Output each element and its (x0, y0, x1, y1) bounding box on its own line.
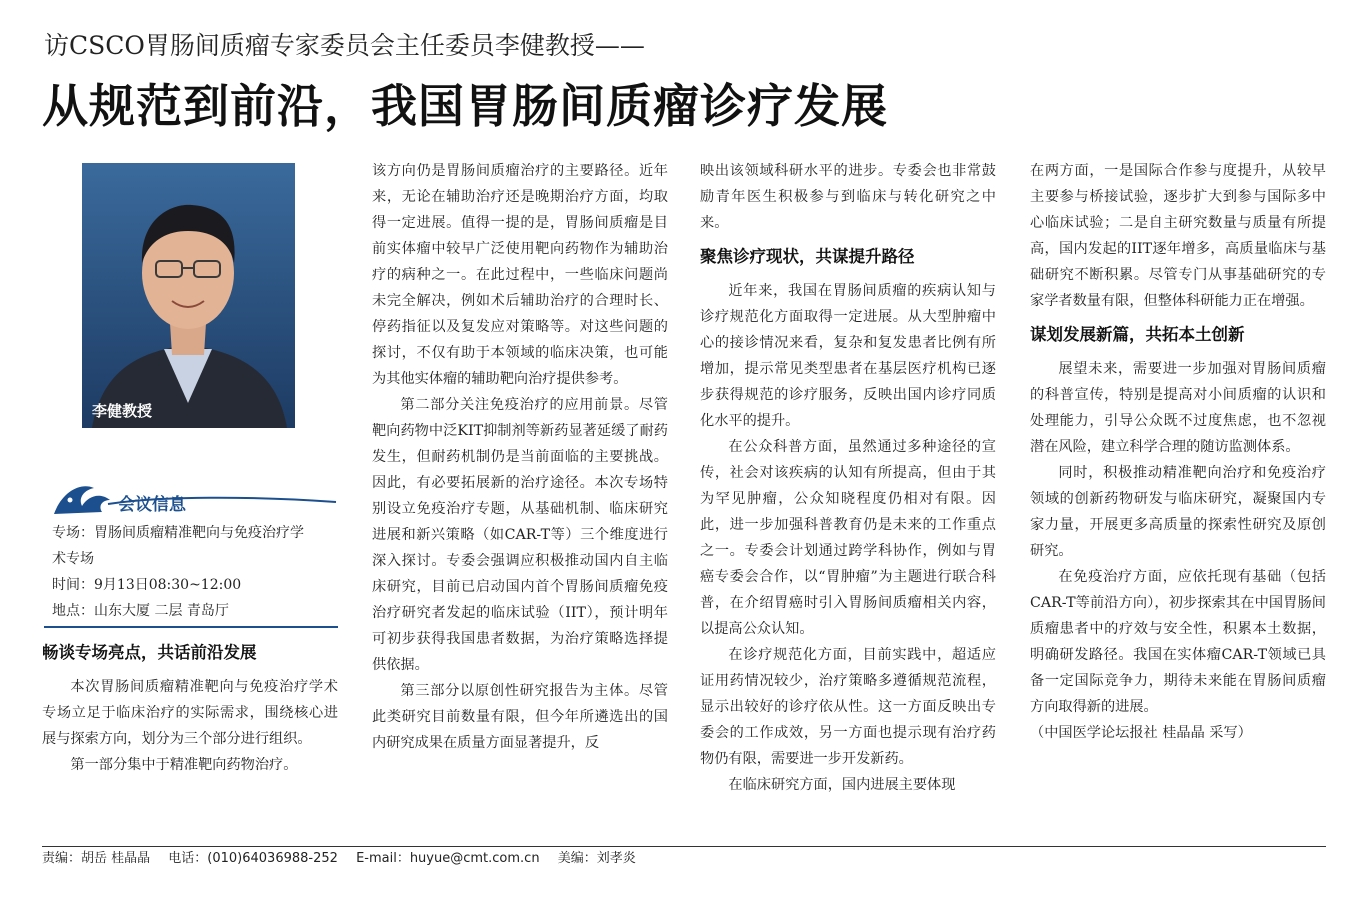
meeting-info-title: 会议信息 (118, 495, 186, 515)
headline-kicker: 访CSCO胃肠间质瘤专家委员会主任委员李健教授—— (44, 31, 645, 60)
paragraph: 在诊疗规范化方面，目前实践中，超适应证用药情况较少，治疗策略多遵循规范流程，显示出较好的诊疗依从性。这一方面反映出专委会的工作成效，另一方面也提示现有治疗药物仍有限，需要进一步开发新药。 (700, 647, 996, 767)
wave-logo-icon (50, 474, 340, 522)
paragraph: 在公众科普方面，虽然通过多种途径的宣传，社会对该疾病的认知有所提高，但由于其为罕见肿瘤，公众知晓程度仍相对有限。因此，进一步加强科普教育仍是未来的工作重点之一。专委会计划通过跨学科协作，例如与胃癌专委会合作，以“胃肿瘤”为主题进行联合科普，在介绍胃癌时引入胃肠间质瘤相关内容，以提高公众认知。 (700, 439, 996, 637)
article-column-2 (372, 158, 668, 756)
section-heading: 畅谈专场亮点，共话前沿发展 (42, 643, 257, 662)
footer-divider (42, 846, 1326, 847)
meeting-info-line: 地点：山东大厦 二层 青岛厅 (52, 603, 229, 619)
footer-phone: 电话：(010)64036988-252 (168, 851, 338, 866)
portrait-illustration (82, 163, 295, 428)
photo-caption: 李健教授 (92, 402, 153, 420)
article-column-4 (1030, 158, 1326, 746)
article-column-3 (700, 158, 996, 798)
paragraph: 映出该领域科研水平的进步。专委会也非常鼓励青年医生积极参与到临床与转化研究之中来。 (700, 163, 996, 231)
section-heading: 聚焦诊疗现状，共谋提升路径 (700, 247, 915, 266)
byline: （中国医学论坛报社 桂晶晶 采写） (1030, 725, 1252, 741)
meeting-info-line: 术专场 (52, 551, 94, 567)
footer-editors: 责编：胡岳 桂晶晶 (42, 851, 151, 866)
footer-art-editor: 美编：刘孝炎 (557, 851, 636, 866)
paragraph: 本次胃肠间质瘤精准靶向与免疫治疗学术专场立足于临床治疗的实际需求，围绕核心进展与探索方向，划分为三个部分进行组织。 (42, 679, 338, 747)
paragraph: 第一部分集中于精准靶向药物治疗。 (70, 757, 298, 773)
section-heading: 谋划发展新篇，共拓本土创新 (1030, 325, 1245, 344)
paragraph: 该方向仍是胃肠间质瘤治疗的主要路径。近年来，无论在辅助治疗还是晚期治疗方面，均取得一定进展。值得一提的是，胃肠间质瘤是目前实体瘤中较早广泛使用靶向药物作为辅助治疗的病种之一。在此过程中，一些临床问题尚未完全解决，例如术后辅助治疗的合理时长、停药指征以及复发应对策略等。对这些问题的探讨，不仅有助于本领域的临床决策，也可能为其他实体瘤的辅助靶向治疗提供参考。 (372, 163, 668, 387)
divider (44, 626, 338, 628)
paragraph: 在两方面，一是国际合作参与度提升，从较早主要参与桥接试验，逐步扩大到参与国际多中心临床试验；二是自主研究数量与质量有所提高，国内发起的IIT逐年增多，高质量临床与基础研究不断积累。尽管专门从事基础研究的专家学者数量有限，但整体科研能力正在增强。 (1030, 163, 1326, 309)
paragraph: 第三部分以原创性研究报告为主体。尽管此类研究目前数量有限，但今年所遴选出的国内研究成果在质量方面显著提升，反 (372, 683, 668, 751)
headline: 从规范到前沿，我国胃肠间质瘤诊疗发展 (42, 79, 888, 133)
meeting-info-line: 时间：9月13日08:30~12:00 (52, 577, 242, 593)
paragraph: 近年来，我国在胃肠间质瘤的疾病认知与诊疗规范化方面取得一定进展。从大型肿瘤中心的接诊情况来看，复杂和复发患者比例有所增加，提示常见类型患者在基层医疗机构已逐步获得规范的诊疗服务，反映出国内诊疗同质化水平的提升。 (700, 283, 996, 429)
footer (42, 850, 650, 868)
paragraph: 展望未来，需要进一步加强对胃肠间质瘤的科普宣传，特别是提高对小间质瘤的认识和处理能力，引导公众既不过度焦虑，也不忽视潜在风险，建立科学合理的随访监测体系。 (1030, 361, 1326, 455)
meeting-info-lines (52, 520, 342, 624)
paragraph: 第二部分关注免疫治疗的应用前景。尽管靶向药物中泛KIT抑制剂等新药显著延缓了耐药发生，但耐药机制仍是当前面临的主要挑战。因此，有必要拓展新的治疗途径。本次专场特别设立免疫治疗专题，从基础机制、临床研究进展和新兴策略（如CAR-T等）三个维度进行深入探讨。专委会强调应积极推动国内自主临床研究，目前已启动国内首个胃肠间质瘤免疫治疗研究者发起的临床试验（IIT），预计明年可初步获得我国患者数据，为治疗策略选择提供依据。 (372, 397, 668, 673)
footer-email: E-mail：huyue@cmt.com.cn (356, 851, 540, 866)
article-column-1 (42, 640, 338, 778)
paragraph: 同时，积极推动精准靶向治疗和免疫治疗领域的创新药物研发与临床研究，凝聚国内专家力量，开展更多高质量的探索性研究及原创研究。 (1030, 465, 1326, 559)
meeting-info-line: 专场：胃肠间质瘤精准靶向与免疫治疗学 (52, 525, 304, 541)
portrait-photo (82, 163, 295, 428)
paragraph: 在临床研究方面，国内进展主要体现 (728, 777, 956, 793)
paragraph: 在免疫治疗方面，应依托现有基础（包括CAR-T等前沿方向），初步探索其在中国胃肠间质瘤患者中的疗效与安全性，积累本土数据，明确研发路径。我国在实体瘤CAR-T领域已具备一定国际竞争力，期待未来能在胃肠间质瘤方向取得新的进展。 (1030, 569, 1326, 715)
